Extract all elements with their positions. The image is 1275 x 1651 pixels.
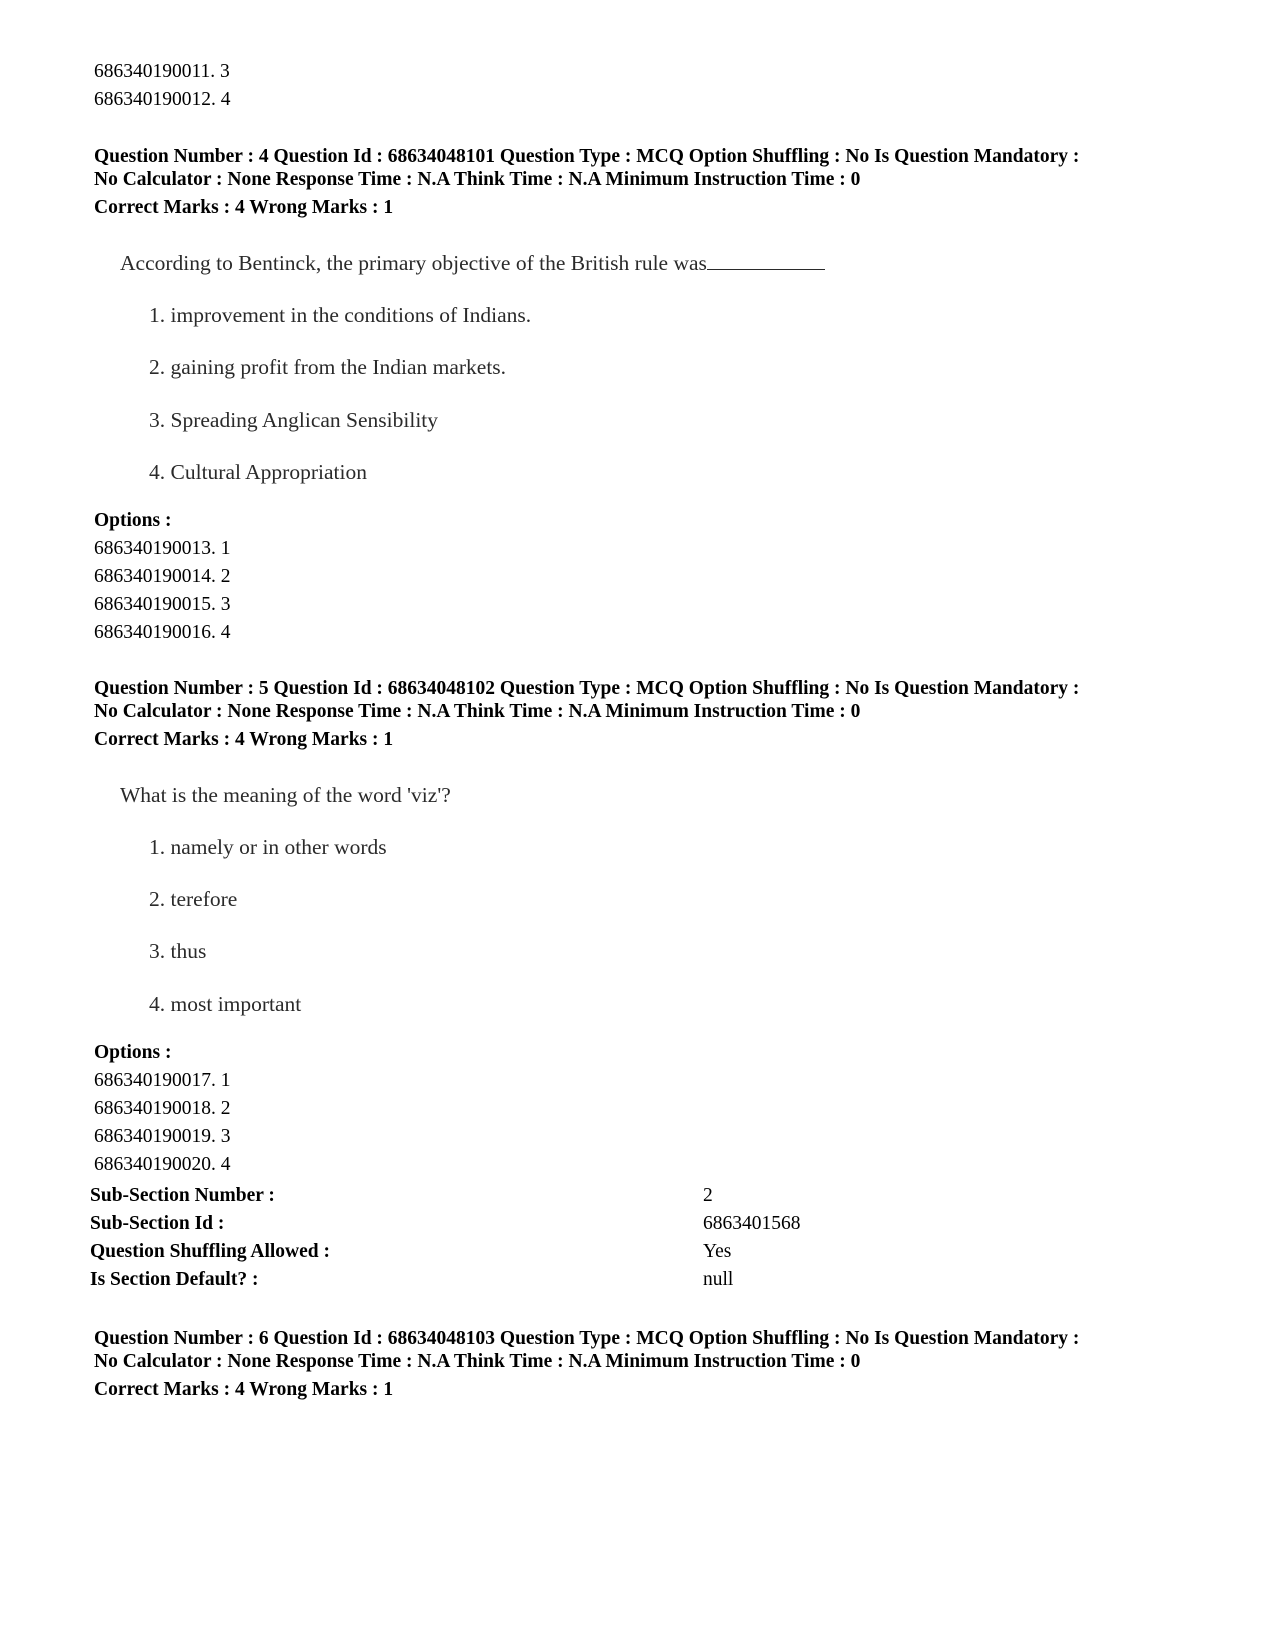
question-shuffling-value: Yes	[703, 1241, 732, 1262]
subsection-id-label: Sub-Section Id :	[90, 1213, 225, 1234]
question-text	[120, 250, 825, 276]
subsection-number-value: 2	[703, 1185, 713, 1206]
answer-choice: 2. gaining profit from the Indian markets.	[149, 355, 507, 379]
options-label: Options :	[94, 1042, 172, 1063]
answer-choice: 4. most important	[149, 992, 302, 1016]
option-line: 686340190018. 2	[94, 1098, 231, 1119]
option-line: 686340190011. 3	[94, 61, 230, 82]
question-meta: Question Number : 6 Question Id : 68634048103 Question Type : MCQ Option Shuffling : No Is Question Mandatory :	[94, 1328, 1080, 1349]
option-line: 686340190019. 3	[94, 1126, 231, 1147]
option-line: 686340190020. 4	[94, 1154, 231, 1175]
question-text-content: According to Bentinck, the primary objective of the British rule was	[120, 251, 707, 275]
question-text: What is the meaning of the word 'viz'?	[120, 783, 451, 807]
section-default-label: Is Section Default? :	[90, 1269, 259, 1290]
option-line: 686340190017. 1	[94, 1070, 231, 1091]
option-line: 686340190013. 1	[94, 538, 231, 559]
option-line: 686340190014. 2	[94, 566, 231, 587]
subsection-number-label: Sub-Section Number :	[90, 1185, 275, 1206]
question-meta: No Calculator : None Response Time : N.A Think Time : N.A Minimum Instruction Time : 0	[94, 169, 861, 190]
question-meta: Question Number : 4 Question Id : 68634048101 Question Type : MCQ Option Shuffling : No Is Question Mandatory :	[94, 146, 1080, 167]
question-meta: Question Number : 5 Question Id : 68634048102 Question Type : MCQ Option Shuffling : No Is Question Mandatory :	[94, 678, 1080, 699]
option-line: 686340190012. 4	[94, 89, 231, 110]
option-line: 686340190016. 4	[94, 622, 231, 643]
answer-choice: 4. Cultural Appropriation	[149, 460, 367, 484]
question-marks: Correct Marks : 4 Wrong Marks : 1	[94, 197, 394, 218]
fill-in-blank	[707, 251, 825, 270]
options-label: Options :	[94, 510, 172, 531]
answer-choice: 2. terefore	[149, 887, 238, 911]
option-line: 686340190015. 3	[94, 594, 231, 615]
question-marks: Correct Marks : 4 Wrong Marks : 1	[94, 1379, 394, 1400]
question-marks: Correct Marks : 4 Wrong Marks : 1	[94, 729, 394, 750]
question-shuffling-label: Question Shuffling Allowed :	[90, 1241, 331, 1262]
question-meta: No Calculator : None Response Time : N.A Think Time : N.A Minimum Instruction Time : 0	[94, 1351, 861, 1372]
question-meta: No Calculator : None Response Time : N.A Think Time : N.A Minimum Instruction Time : 0	[94, 701, 861, 722]
answer-choice: 1. namely or in other words	[149, 835, 387, 859]
section-default-value: null	[703, 1269, 734, 1290]
subsection-id-value: 6863401568	[703, 1213, 801, 1234]
answer-choice: 3. Spreading Anglican Sensibility	[149, 408, 439, 432]
answer-choice: 1. improvement in the conditions of Indians.	[149, 303, 532, 327]
answer-choice: 3. thus	[149, 939, 207, 963]
